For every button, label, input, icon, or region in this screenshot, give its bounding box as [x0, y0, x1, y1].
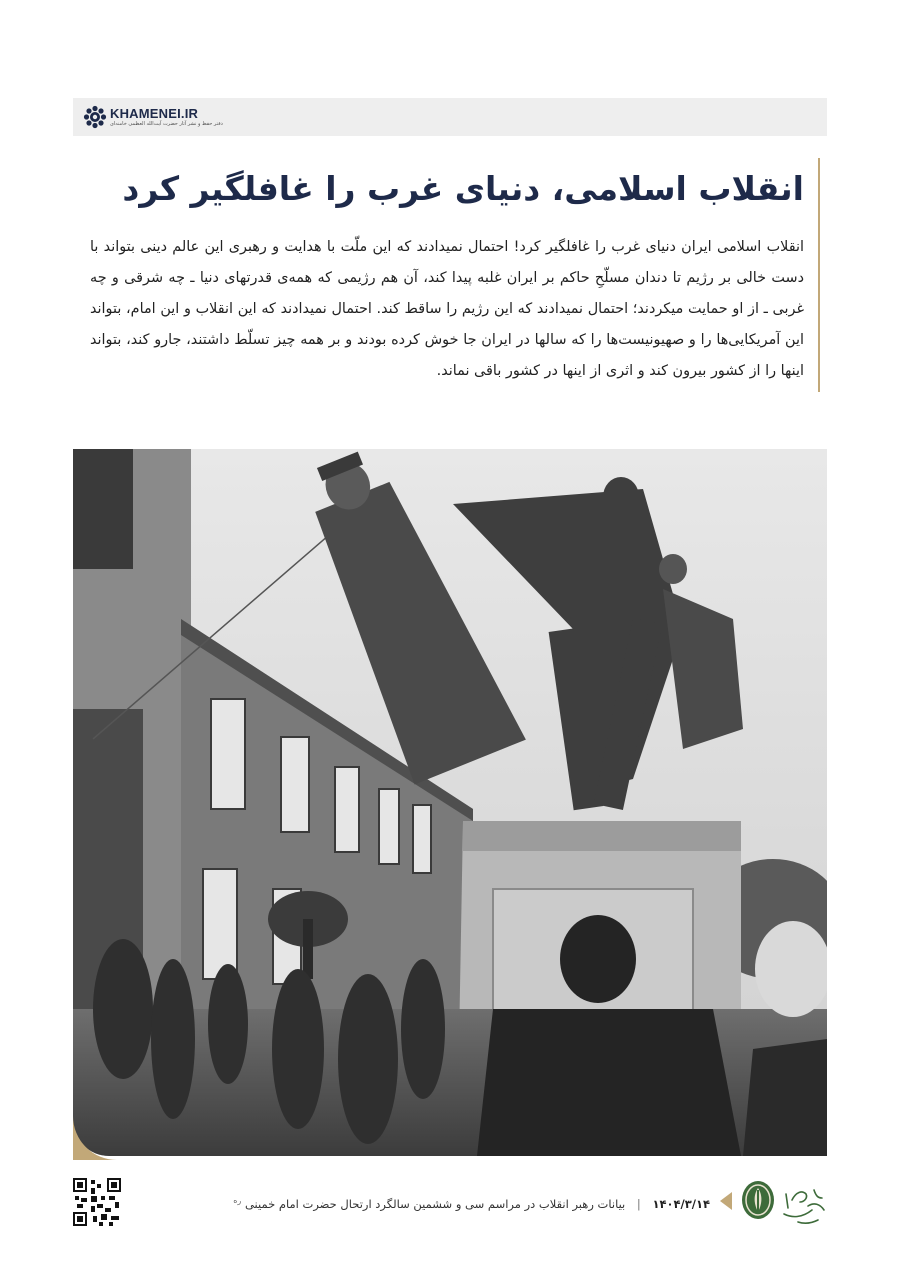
photo-illustration: [73, 449, 827, 1156]
logo-name: KHAMENEI.IR: [110, 106, 199, 121]
article-body: انقلاب اسلامی ایران دنیای غرب را غافلگیر کرد! احتمال نمیدادند که این ملّت با هدایت و رهبری این عالم دینی بتواند با دست خالی بر رژیم تا دندان مسلّحِ حاکم بر ایران غلبه پیدا کند، آن هم رژیمی که همه‌ی قدرتهای دنیا ـ چه شرقی و چه غربی ـ از او حمایت میکردند؛ احتمال نمیدادند که این رژیم را ساقط کند. احتمال نمیدادند که این انقلاب و این امام، بتواند این آمریکایی‌ها را و صهیونیست‌ها را که سالها در ایران جا خوش کرده بودند و بر همه چیز تسلّط داشتند، جارو کند، بتواند اینها را از کشور بیرون کند و اثری از اینها در کشور باقی نماند.: [90, 239, 804, 379]
gold-arrow-icon: [720, 1192, 732, 1210]
statue-photo: [73, 449, 827, 1156]
footer-separator: |: [636, 1196, 641, 1211]
signature-calligraphy-icon: [778, 1180, 830, 1230]
header-bar: [73, 98, 827, 136]
footer-honorific: ره: [233, 1196, 242, 1205]
logo-emblem-icon: [83, 105, 107, 129]
qr-code-icon[interactable]: [73, 1178, 121, 1226]
site-logo[interactable]: [83, 104, 223, 130]
iran-emblem-icon: [741, 1180, 775, 1220]
article: [90, 158, 820, 392]
gold-corner-accent: [73, 1116, 117, 1160]
logo-tagline: دفتر حفظ و نشر آثار حضرت آیت‌الله العظمی خامنه‌ای: [110, 121, 223, 127]
footer-date: ۱۴۰۴/۳/۱۴: [652, 1196, 710, 1211]
footer-caption: [190, 1190, 710, 1212]
article-title: انقلاب اسلامی، دنیای غرب را غافلگیر کرد: [122, 169, 804, 208]
footer-source: بیانات رهبر انقلاب در مراسم سی و ششمین سالگرد ارتحال حضرت امام خمینی: [244, 1196, 626, 1211]
